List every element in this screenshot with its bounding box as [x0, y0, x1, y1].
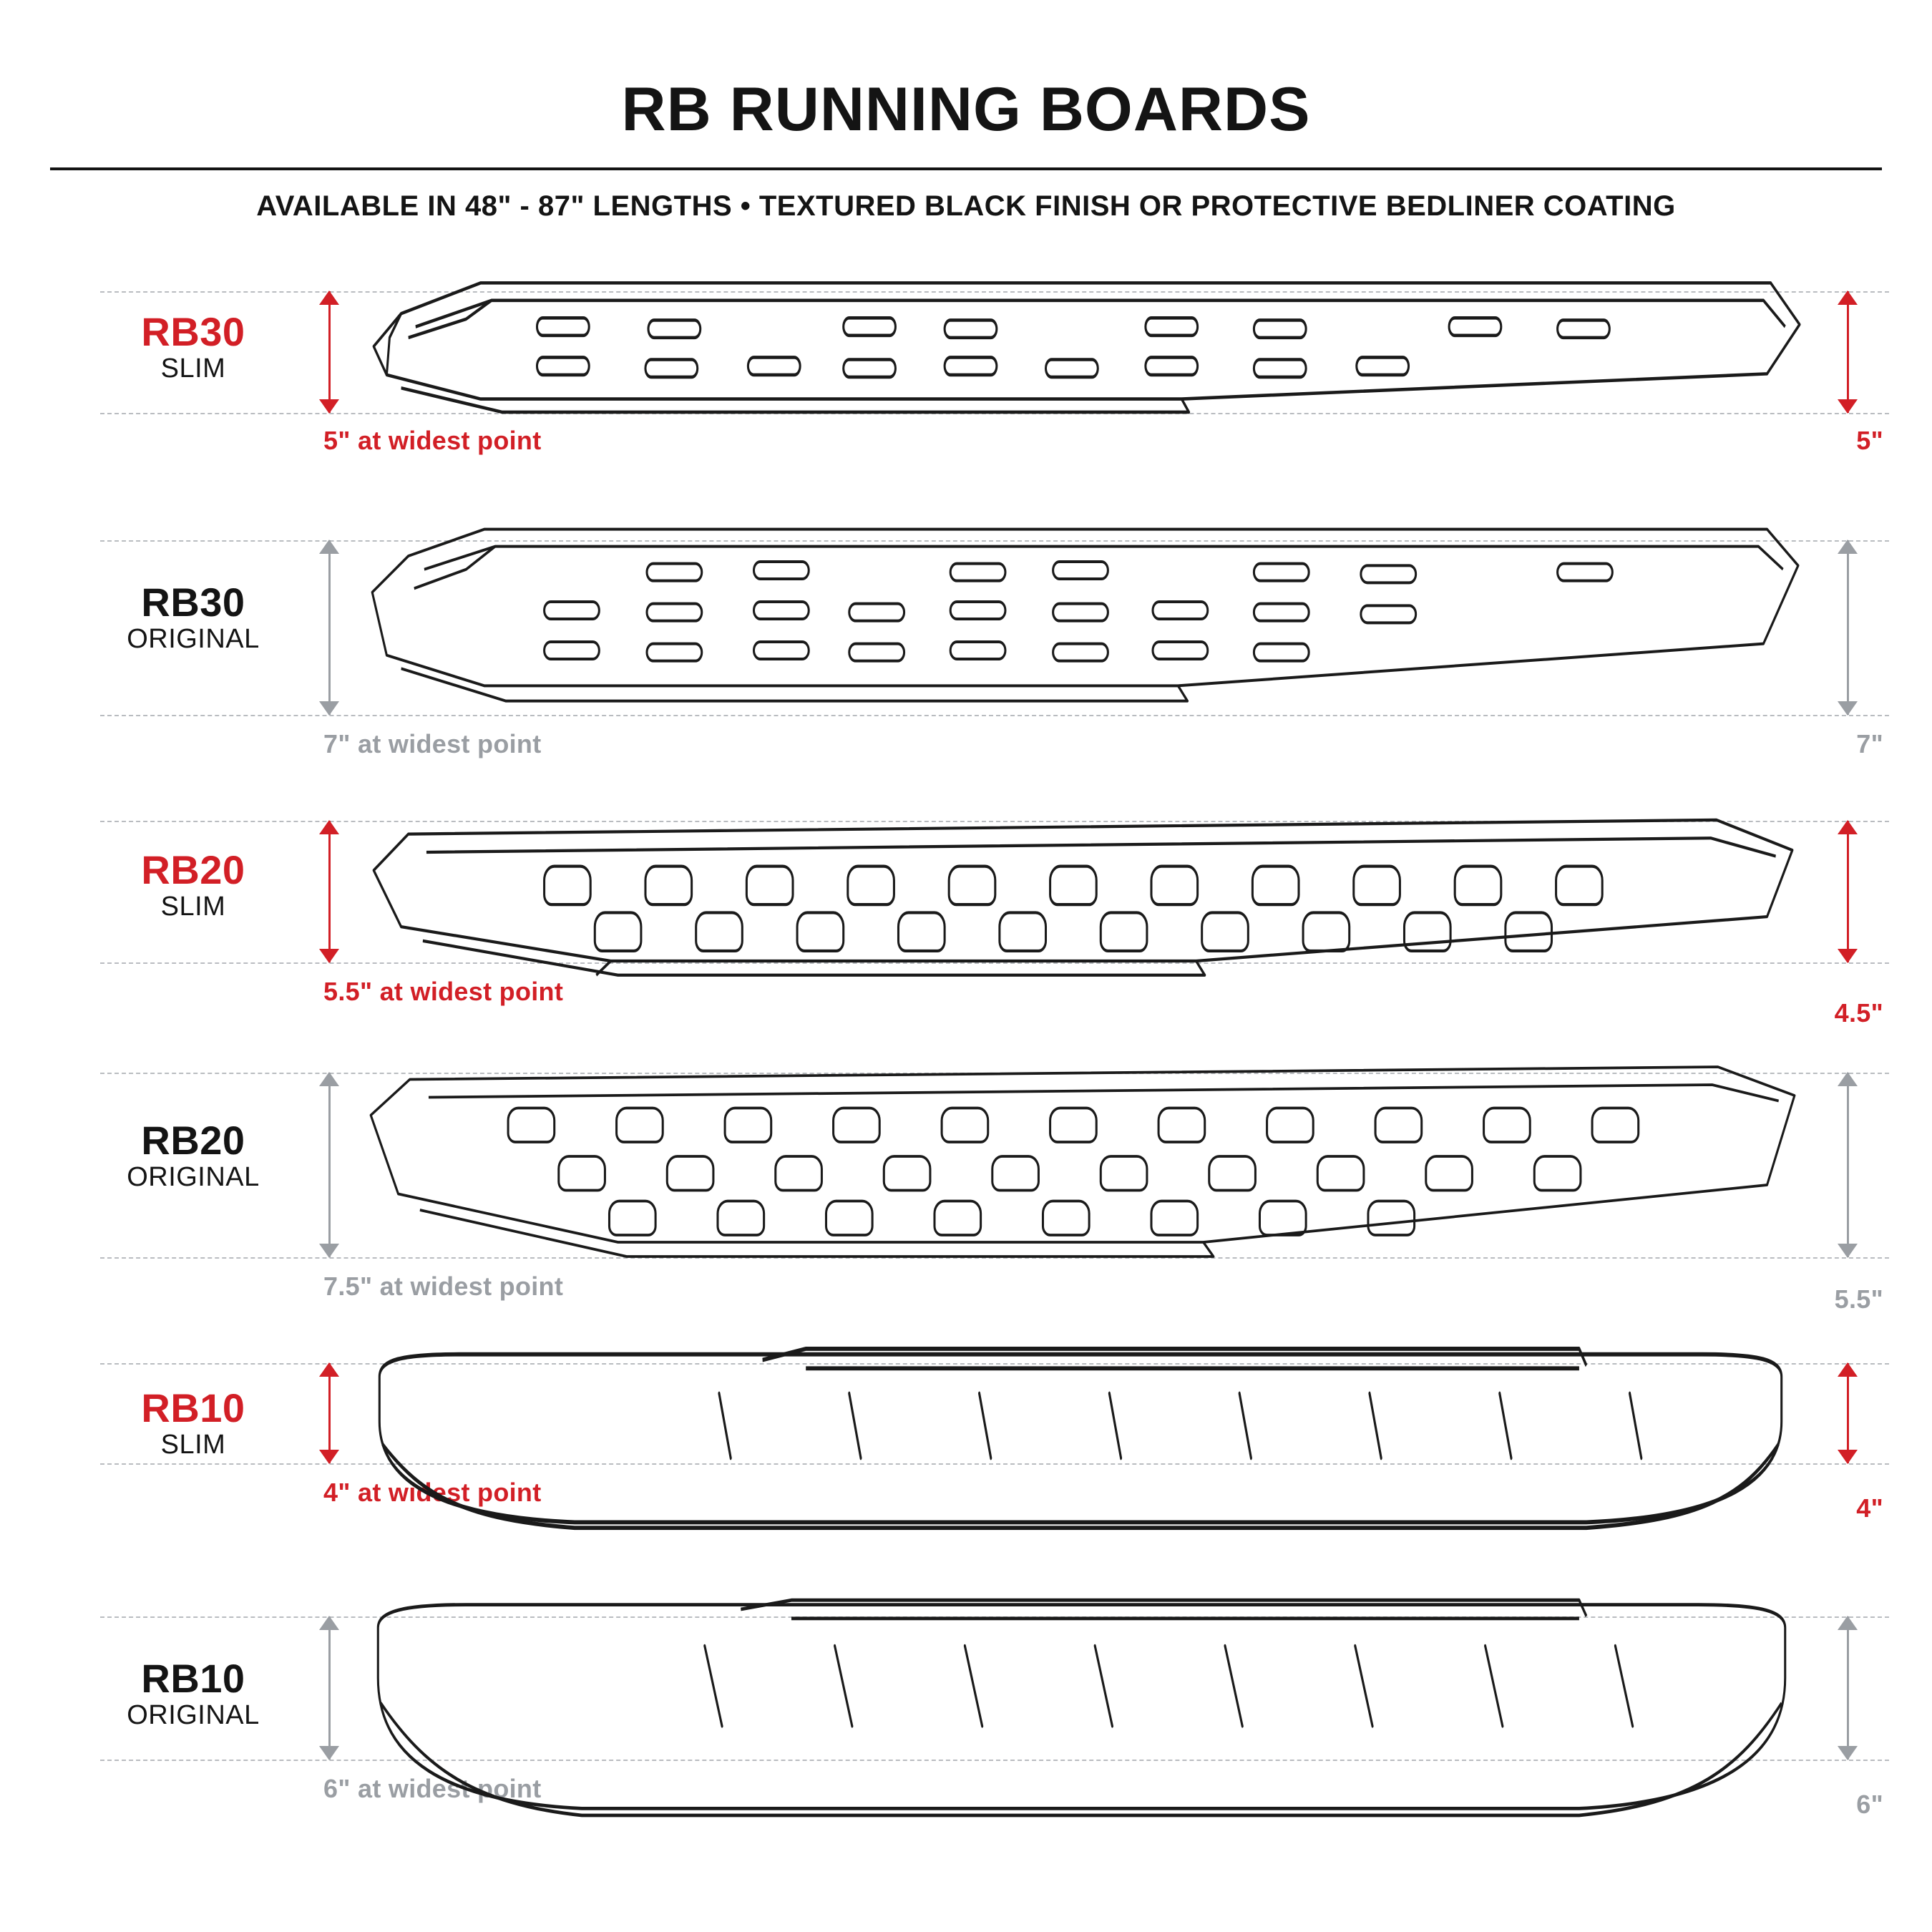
- height-arrow-right: [1832, 1073, 1863, 1257]
- header-subtitle: AVAILABLE IN 48" - 87" LENGTHS • TEXTURED BLACK FINISH OR PROTECTIVE BEDLINER COATING: [256, 190, 1676, 222]
- board-row: [43, 808, 1889, 1060]
- board-label: [86, 1120, 301, 1194]
- width-caption: 5" at widest point: [323, 426, 542, 455]
- model-name: RB30: [141, 309, 245, 354]
- board-label: [86, 582, 301, 656]
- board-row: [43, 1346, 1889, 1598]
- board-illustration-rb20-original: [358, 1060, 1803, 1346]
- width-caption: 7" at widest point: [323, 729, 542, 758]
- height-caption: 4.5": [1834, 998, 1883, 1028]
- height-arrow-right: [1832, 291, 1863, 413]
- board-illustration-rb10-slim: [358, 1346, 1803, 1598]
- height-arrow-left: [313, 1363, 345, 1463]
- height-caption: 4": [1856, 1493, 1883, 1523]
- model-variant: ORIGINAL: [127, 624, 260, 655]
- height-arrow-right: [1832, 821, 1863, 962]
- board-label: [86, 1387, 301, 1462]
- model-name: RB20: [141, 847, 245, 892]
- board-illustration-rb30-slim: [358, 270, 1803, 522]
- model-name: RB30: [141, 580, 245, 625]
- board-row: [43, 1598, 1889, 1884]
- width-caption: 5.5" at widest point: [323, 977, 564, 1006]
- model-name: RB20: [141, 1118, 245, 1163]
- model-variant: ORIGINAL: [127, 1162, 260, 1193]
- height-caption: 7": [1856, 729, 1883, 758]
- board-label: [86, 849, 301, 924]
- height-caption: 5": [1856, 426, 1883, 455]
- width-caption: 4" at widest point: [323, 1478, 542, 1507]
- model-variant: ORIGINAL: [127, 1700, 260, 1731]
- header: [43, 0, 1889, 223]
- board-row: [43, 1060, 1889, 1346]
- height-arrow-left: [313, 540, 345, 715]
- board-row: [43, 270, 1889, 522]
- board-illustration-rb30-original: [358, 522, 1803, 808]
- height-arrow-left: [313, 1073, 345, 1257]
- height-caption: 6": [1856, 1790, 1883, 1819]
- model-name: RB10: [141, 1656, 245, 1701]
- height-caption: 5.5": [1834, 1284, 1883, 1314]
- model-variant: SLIM: [160, 1430, 226, 1460]
- height-arrow-right: [1832, 1363, 1863, 1463]
- height-arrow-right: [1832, 1616, 1863, 1760]
- width-caption: 7.5" at widest point: [323, 1272, 564, 1301]
- board-label: [86, 1658, 301, 1732]
- board-label: [86, 311, 301, 386]
- model-variant: SLIM: [160, 892, 226, 922]
- model-variant: SLIM: [160, 353, 226, 384]
- height-arrow-left: [313, 291, 345, 413]
- board-illustration-rb20-slim: [358, 808, 1803, 1060]
- height-arrow-right: [1832, 540, 1863, 715]
- height-arrow-left: [313, 1616, 345, 1760]
- board-illustration-rb10-original: [358, 1598, 1803, 1884]
- width-caption: 6" at widest point: [323, 1774, 542, 1803]
- board-rows: [43, 270, 1889, 1884]
- model-name: RB10: [141, 1385, 245, 1430]
- header-divider: [50, 167, 1882, 170]
- board-row: [43, 522, 1889, 808]
- page-title: RB RUNNING BOARDS: [621, 75, 1311, 144]
- height-arrow-left: [313, 821, 345, 962]
